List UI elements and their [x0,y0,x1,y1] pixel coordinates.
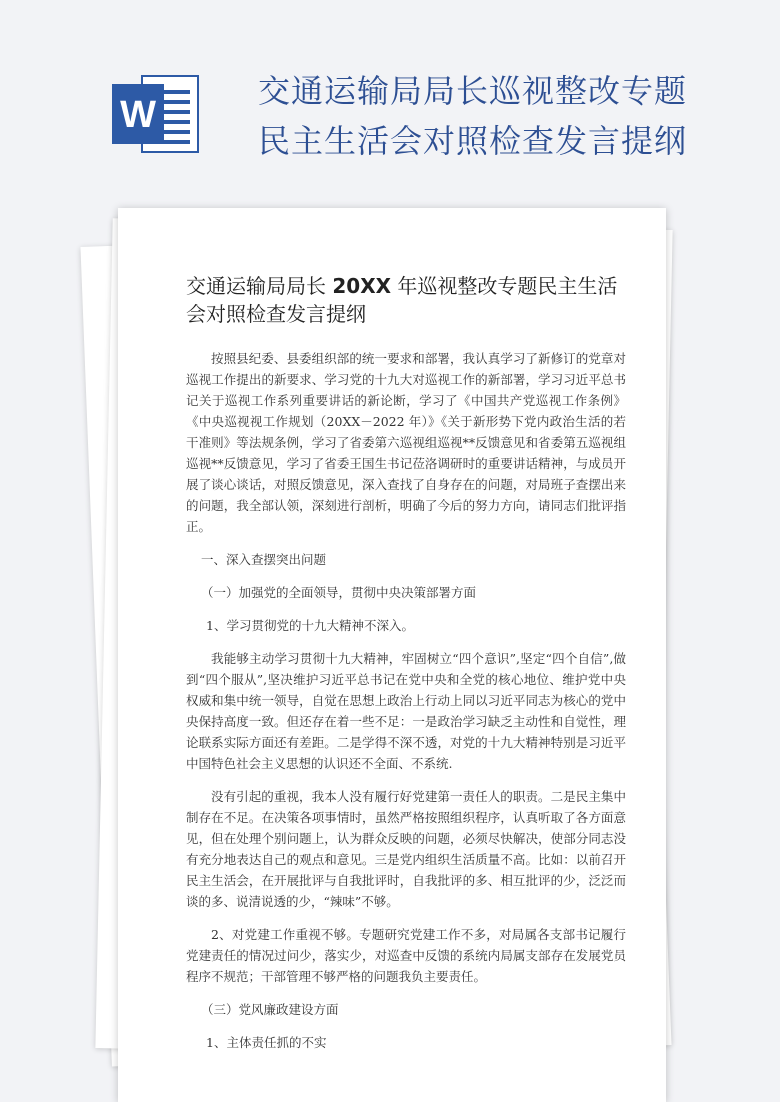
subsection-heading-1: （一）加强党的全面领导，贯彻中央决策部署方面 [201,585,477,600]
paragraph-democracy: 没有引起的重视，我本人没有履行好党建第一责任人的职责。二是民主集中制存在不足。在决策各项事情时，虽然严格按照组织程序，认真听取了各方面意见，但在处理个别问题上，认为群众反映的问题，必须尽快解决，使部分同志没有充分地表达自己的观点和意见。三是党内组织生活质量不高。比如：以前召开民主生活会，在开展批评与自我批评时，自我批评的多、相互批评的少，泛泛而谈的多、说清说透的少，“辣味”不够。 [186,789,626,909]
word-document-icon [108,66,204,162]
section-heading-1: 一、深入查摆突出问题 [201,552,327,567]
banner-title [258,66,758,166]
item-heading-1: 1、学习贯彻党的十九大精神不深入。 [206,618,414,633]
document-title-year: 20XX [332,274,392,298]
item-heading-responsibility: 1、主体责任抓的不实 [206,1035,327,1050]
document-page [118,208,666,1102]
banner-title-line-2: 民主生活会对照检查发言提纲 [258,122,688,160]
subsection-heading-3: （三）党风廉政建设方面 [201,1002,339,1017]
document-title [186,272,626,328]
document-title-part-2: 年巡视整改专题民主生活会对照检查发言提纲 [186,274,618,326]
paragraph-intro: 按照县纪委、县委组织部的统一要求和部署，我认真学习了新修订的党章对巡视工作提出的新要求、学习党的十九大对巡视工作的新部署，学习习近平总书记关于巡视工作系列重要讲话的新论断，学习了《中国共产党巡视工作条例》《中央巡视视工作规划（20XX－2022 年）》《关于新形势下党内政治生活的若干准则》等法规条例，学习了省委第六巡视组巡视**反馈意见和省委第五巡视组巡视**反馈意见，学习了省委王国生书记莅洛调研时的重要讲话精神，与成员开展了谈心谈话，对照反馈意见，深入查找了自身存在的问题，对局班子查摆出来的问题，我全部认领，深刻进行剖析，明确了今后的努力方向，请同志们批评指正。 [186,351,626,534]
document-body [186,348,626,1065]
banner-title-line-1: 交通运输局局长巡视整改专题 [258,72,688,110]
paragraph-party-building: 2、对党建工作重视不够。专题研究党建工作不多，对局属各支部书记履行党建责任的情况过问少，落实少，对巡查中反馈的系统内局属支部存在发展党员程序不规范；干部管理不够严格的问题我负主要责任。 [186,927,626,984]
document-title-part-1: 交通运输局局长 [186,274,333,298]
paragraph-study: 我能够主动学习贯彻十九大精神，牢固树立“四个意识”,坚定“四个自信”,做到“四个服从”,坚决维护习近平总书记在党中央和全党的核心地位、维护党中央权威和集中统一领导，自觉在思想上政治上行动上同以习近平同志为核心的党中央保持高度一致。但还存在着一些不足：一是政治学习缺乏主动性和自觉性，理论联系实际方面还有差距。二是学得不深不透，对党的十九大精神特别是习近平中国特色社会主义思想的认识还不全面、不系统. [186,651,626,771]
banner-header [0,0,780,200]
logo-letter: W [120,94,156,136]
